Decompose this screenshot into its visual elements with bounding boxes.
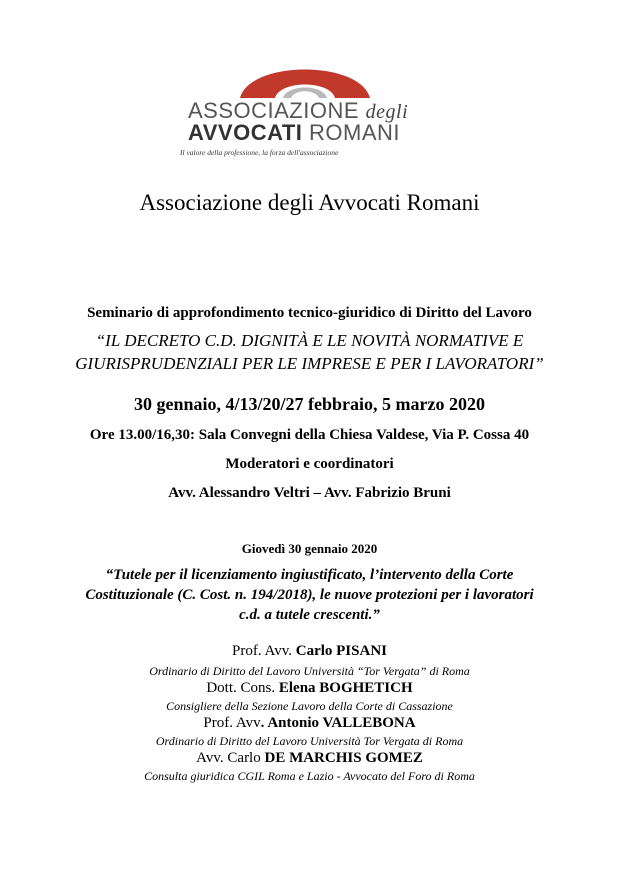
session-title-line3: c.d. a tutele crescenti.” bbox=[239, 607, 380, 623]
speaker-title: Dott. Cons. bbox=[206, 680, 279, 696]
speaker-name: Elena BOGHETICH bbox=[278, 680, 413, 696]
logo-tagline: Il valore della professione, la forza dell'associazione bbox=[180, 148, 339, 157]
speaker-name: DE MARCHIS GOMEZ bbox=[264, 750, 423, 766]
arch-logo-icon bbox=[235, 50, 375, 100]
speaker-3 bbox=[0, 715, 619, 732]
seminar-subtitle: Seminario di approfondimento tecnico-giuridico di Diritto del Lavoro bbox=[87, 305, 532, 321]
moderators-names: Avv. Alessandro Veltri – Avv. Fabrizio Bruni bbox=[168, 485, 451, 501]
association-logo bbox=[180, 50, 430, 165]
moderators-label: Moderatori e coordinatori bbox=[225, 456, 394, 472]
speaker-title: Prof. Avv. bbox=[231, 643, 296, 659]
event-venue: Ore 13.00/16,30: Sala Convegni della Chiesa Valdese, Via P. Cossa 40 bbox=[89, 427, 530, 443]
speaker-1-role: Ordinario di Diritto del Lavoro Università “Tor Vergata” di Roma bbox=[149, 664, 470, 678]
page-title: Associazione degli Avvocati Romani bbox=[139, 190, 480, 215]
event-title-line1: “IL DECRETO C.D. DIGNITÀ E LE NOVITÀ NORMATIVE E bbox=[95, 331, 524, 350]
speaker-name: . Antonio VALLEBONA bbox=[260, 715, 416, 731]
speaker-4-role: Consulta giuridica CGIL Roma e Lazio - Avvocato del Foro di Roma bbox=[144, 769, 475, 783]
session-title-line2: Costituzionale (C. Cost. n. 194/2018), le nuove protezioni per i lavoratori bbox=[85, 587, 534, 603]
logo-wordmark-line1: ASSOCIAZIONE degli bbox=[188, 98, 409, 123]
session-title bbox=[0, 565, 619, 625]
event-dates: 30 gennaio, 4/13/20/27 febbraio, 5 marzo 2020 bbox=[134, 394, 485, 414]
speaker-2 bbox=[0, 680, 619, 697]
event-title bbox=[0, 329, 619, 375]
speaker-title: Avv. Carlo bbox=[196, 750, 265, 766]
speaker-4 bbox=[0, 750, 619, 767]
speaker-1 bbox=[0, 643, 619, 660]
speaker-name: Carlo PISANI bbox=[295, 643, 387, 659]
speaker-3-role: Ordinario di Diritto del Lavoro Università Tor Vergata di Roma bbox=[155, 734, 464, 748]
logo-wordmark-line2: AVVOCATI ROMANI bbox=[188, 120, 401, 145]
event-title-line2: GIURISPRUDENZIALI PER LE IMPRESE E PER I LAVORATORI” bbox=[75, 354, 544, 373]
speaker-title: Prof. Avv bbox=[203, 715, 261, 731]
session-date: Giovedì 30 gennaio 2020 bbox=[241, 541, 378, 556]
speaker-2-role: Consigliere della Sezione Lavoro della Corte di Cassazione bbox=[166, 699, 453, 713]
session-title-line1: “Tutele per il licenziamento ingiustificato, l’intervento della Corte bbox=[105, 567, 514, 583]
